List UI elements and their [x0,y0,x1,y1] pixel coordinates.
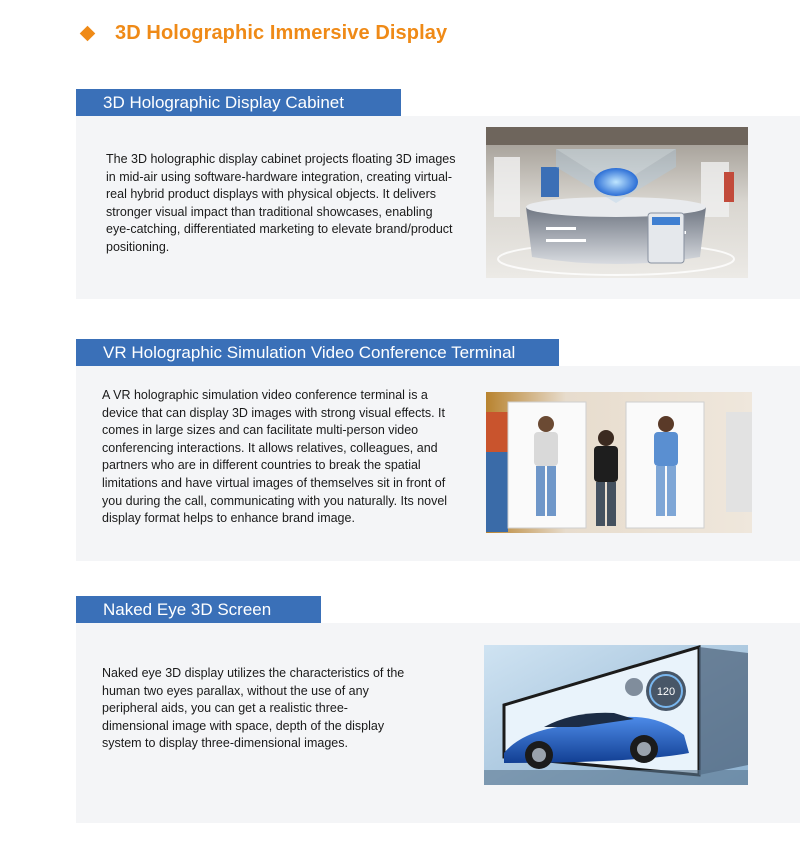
section-description: The 3D holographic display cabinet projects floating 3D images in mid-air using software-hardware integration, creating virtual-real hybrid product displays with physical objects. It delivers stronger visual impact than traditional showcases, enabling eye-catching, differentiated marketing to elevate brand/product positioning. [106,152,456,254]
section-naked-eye-3d [76,596,800,823]
section-description: Naked eye 3D display utilizes the characteristics of the human two eyes parallax, without the use of any peripheral aids, you can get a realistic three-dimensional image with space, depth of the display system to display three-dimensional images. [102,666,405,751]
title-row [80,18,447,48]
section-description: A VR holographic simulation video conference terminal is a device that can display 3D images with strong visual effects. It comes in large sizes and can facilitate multi-person video conferencing interactions. It allows relatives, colleagues, and partners who are in different countries to break the spatial limitations and have virtual images of themselves sit in front of you during the call, communicating with you naturally. Its novel display format helps to enhance brand image. [102,388,448,526]
page-title: 3D Holographic Immersive Display [115,21,448,44]
section-heading: Naked Eye 3D Screen [76,596,321,623]
section-display-cabinet [76,89,800,299]
naked-eye-3d-image [484,645,748,785]
display-cabinet-image [486,127,748,278]
speed-readout: 120 [656,686,676,698]
diamond-bullet-icon [80,25,96,41]
section-heading: VR Holographic Simulation Video Conference Terminal [76,339,559,366]
section-heading: 3D Holographic Display Cabinet [76,89,401,116]
section-vr-conference [76,339,800,561]
vr-conference-image [486,392,752,533]
